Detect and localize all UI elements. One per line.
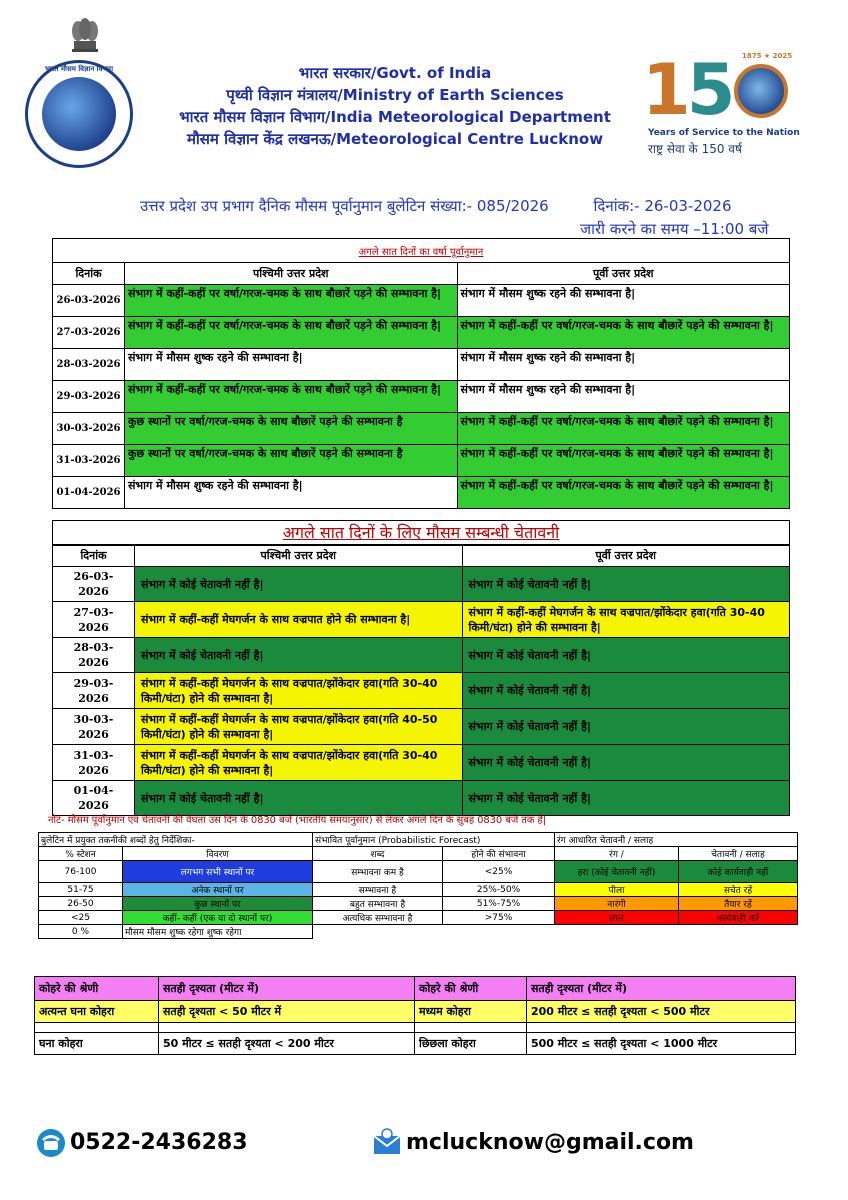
forecast-east: संभाग में कहीं-कहीं पर वर्षा/गरज-चमक के साथ बौछारें पड़ने की सम्भावना है| (457, 477, 790, 509)
table-row (35, 1001, 796, 1023)
forecast-col-date: दिनांक (53, 263, 125, 285)
forecast-east: संभाग में मौसम शुष्क रहने की सम्भावना है| (457, 285, 790, 317)
legend-rang: नारंगी (555, 897, 679, 911)
warning-west: संभाग में कहीं-कहीं मेघगर्जन के साथ वज्रपात/झोंकेदार हवा(गति 30-40 किमी/घंटा) होने की सम्भावना है| (135, 745, 463, 781)
legend-pct: 26-50 (39, 897, 123, 911)
warning-col-date: दिनांक (53, 545, 135, 567)
legend-table (38, 832, 798, 939)
legend-chance: 51%-75% (443, 897, 555, 911)
table-row (39, 911, 798, 925)
forecast-date: 26-03-2026 (53, 285, 125, 317)
phone-number: 0522-2436283 (70, 1130, 248, 1155)
email-icon (372, 1128, 402, 1158)
fog-col-category: कोहरे की श्रेणी (415, 977, 527, 1001)
globe-icon (42, 77, 116, 151)
table-row (35, 1033, 796, 1055)
table-row (53, 413, 790, 445)
issue-time: जारी करने का समय –11:00 बजे (580, 220, 769, 238)
legend-rang: हरा (कोई चेतावनी नहीं) (555, 861, 679, 883)
badge-tagline-hi: राष्ट्र सेवा के 150 वर्ष (648, 142, 742, 156)
forecast-date: 28-03-2026 (53, 349, 125, 381)
imd-logo-text: भारत मौसम विज्ञान विभाग (44, 65, 114, 73)
warning-col-east: पूर्वी उत्तर प्रदेश (462, 545, 790, 567)
table-row (53, 477, 790, 509)
forecast-west: संभाग में कहीं-कहीं पर वर्षा/गरज-चमक के साथ बौछारें पड़ने की सम्भावना है| (125, 285, 458, 317)
forecast-col-west: पश्चिमी उत्तर प्रदेश (125, 263, 458, 285)
warning-west: संभाग में कोई चेतावनी नहीं है| (135, 781, 463, 816)
table-row (53, 638, 790, 673)
legend-col-station: % स्टेशन (39, 847, 123, 861)
imd-logo (25, 60, 133, 168)
legend-color-heading: रंग आधारित चेतावनी / सलाह (555, 833, 798, 847)
table-row (53, 781, 790, 816)
warning-east: संभाग में कोई चेतावनी नहीं है| (462, 781, 790, 816)
forecast-west: कुछ स्थानों पर वर्षा/गरज-चमक के साथ बौछारें पड़ने की सम्भावना है (125, 413, 458, 445)
org-line-govt: भारत सरकार/Govt. of India (298, 64, 492, 82)
forecast-col-east: पूर्वी उत्तर प्रदेश (457, 263, 790, 285)
badge-tagline-en: Years of Service to the Nation (648, 128, 800, 138)
legend-rang: पीला (555, 883, 679, 897)
legend-advice: सचेत रहें (679, 883, 798, 897)
legend-col-rang: रंग / (555, 847, 679, 861)
fog-category: मध्यम कोहरा (415, 1001, 527, 1023)
fog-col-visibility: सतही दृश्यता (मीटर में) (159, 977, 415, 1001)
forecast-west: संभाग में कहीं-कहीं पर वर्षा/गरज-चमक के साथ बौछारें पड़ने की सम्भावना है| (125, 317, 458, 349)
email-address: mclucknow@gmail.com (406, 1130, 694, 1155)
table-row (53, 317, 790, 349)
badge-globe-icon (734, 64, 788, 118)
legend-chance: >75% (443, 911, 555, 925)
fog-visibility: 500 मीटर ≤ सतही दृश्यता < 1000 मीटर (527, 1033, 796, 1055)
warning-date: 28-03-2026 (53, 638, 135, 673)
forecast-east: संभाग में कहीं-कहीं पर वर्षा/गरज-चमक के साथ बौछारें पड़ने की सम्भावना है| (457, 445, 790, 477)
legend-pct: <25 (39, 911, 123, 925)
bulletin-date: दिनांक:- 26-03-2026 (593, 197, 732, 215)
fog-category-table (34, 976, 796, 1055)
bulletin-number: उत्तर प्रदेश उप प्रभाग दैनिक मौसम पूर्वानुमान बुलेटिन संख्या:- 085/2026 (140, 197, 549, 215)
warning-date: 01-04-2026 (53, 781, 135, 816)
fog-col-visibility: सतही दृश्यता (मीटर में) (527, 977, 796, 1001)
forecast-west: कुछ स्थानों पर वर्षा/गरज-चमक के साथ बौछारें पड़ने की सम्भावना है (125, 445, 458, 477)
forecast-west: संभाग में कहीं-कहीं पर वर्षा/गरज-चमक के साथ बौछारें पड़ने की सम्भावना है| (125, 381, 458, 413)
warning-col-west: पश्चिमी उत्तर प्रदेश (135, 545, 463, 567)
legend-word: सम्भावना कम है (313, 861, 443, 883)
legend-desc: लगभग सभी स्थानों पर (123, 861, 313, 883)
table-row (53, 567, 790, 602)
forecast-date: 31-03-2026 (53, 445, 125, 477)
legend-desc: मौसम मौसम शुष्क रहेगा शुष्क रहेगा (123, 925, 313, 939)
fog-visibility: 200 मीटर ≤ सतही दृश्यता < 500 मीटर (527, 1001, 796, 1023)
forecast-east: संभाग में मौसम शुष्क रहने की सम्भावना है| (457, 349, 790, 381)
phone-icon (36, 1128, 66, 1158)
fog-col-category: कोहरे की श्रेणी (35, 977, 159, 1001)
org-line-ministry: पृथ्वी विज्ञान मंत्रालय/Ministry of Earth Sciences (226, 86, 564, 104)
legend-prob-heading: संभावित पूर्वानुमान (Probabilistic Forecast) (313, 833, 555, 847)
contact-phone[interactable] (36, 1128, 248, 1168)
legend-advice: तैयार रहें (679, 897, 798, 911)
forecast-date: 29-03-2026 (53, 381, 125, 413)
warning-east: संभाग में कोई चेतावनी नहीं है| (462, 567, 790, 602)
legend-advice: कार्यवाही करें (679, 911, 798, 925)
org-line-imd: भारत मौसम विज्ञान विभाग/India Meteorological Department (179, 108, 611, 126)
legend-chance: 25%-50% (443, 883, 555, 897)
legend-col-word: शब्द (313, 847, 443, 861)
legend-word: बहुत सम्भावना है (313, 897, 443, 911)
warning-west: संभाग में कहीं-कहीं मेघगर्जन के साथ वज्रपात होने की सम्भावना है| (135, 602, 463, 638)
150-years-badge (638, 50, 798, 160)
legend-word: अत्यधिक सम्भावना है (313, 911, 443, 925)
table-row (39, 861, 798, 883)
fog-category: घना कोहरा (35, 1033, 159, 1055)
legend-pct: 51-75 (39, 883, 123, 897)
fog-visibility: 50 मीटर ≤ सतही दृश्यता < 200 मीटर (159, 1033, 415, 1055)
forecast-date: 30-03-2026 (53, 413, 125, 445)
legend-desc: कहीं- कहीं (एक या दो स्थानों पर) (123, 911, 313, 925)
legend-pct: 76-100 (39, 861, 123, 883)
forecast-caption: अगले सात दिनों का वर्षा पूर्वानुमान (53, 239, 790, 263)
fog-visibility: सतही दृश्यता < 50 मीटर में (159, 1001, 415, 1023)
badge-years: 1875 ★ 2025 (742, 52, 793, 60)
contact-email[interactable] (372, 1128, 694, 1168)
badge-number: 15 (642, 49, 732, 131)
forecast-west: संभाग में मौसम शुष्क रहने की सम्भावना है| (125, 349, 458, 381)
warning-west: संभाग में कोई चेतावनी नहीं है| (135, 567, 463, 602)
table-row (39, 883, 798, 897)
fog-category: छिछला कोहरा (415, 1033, 527, 1055)
legend-desc: अनेक स्थानों पर (123, 883, 313, 897)
table-row (53, 745, 790, 781)
legend-col-desc: विवरण (123, 847, 313, 861)
forecast-date: 27-03-2026 (53, 317, 125, 349)
org-line-centre: मौसम विज्ञान केंद्र लखनऊ/Meteorological Centre Lucknow (186, 130, 604, 148)
forecast-west: संभाग में मौसम शुष्क रहने की सम्भावना है| (125, 477, 458, 509)
legend-col-chance: होने की संभावना (443, 847, 555, 861)
warning-west: संभाग में कहीं-कहीं मेघगर्जन के साथ वज्रपात/झोंकेदार हवा(गति 40-50 किमी/घंटा) होने की सम्भावना है| (135, 709, 463, 745)
warning-west: संभाग में कहीं-कहीं मेघगर्जन के साथ वज्रपात/झोंकेदार हवा(गति 30-40 किमी/घंटा) होने की सम्भावना है| (135, 673, 463, 709)
organization-block (160, 62, 630, 150)
national-emblem-icon (60, 15, 110, 55)
warning-date: 26-03-2026 (53, 567, 135, 602)
weather-warning-table (52, 520, 790, 816)
rainfall-forecast-table (52, 238, 790, 509)
legend-guide-heading: बुलेटिन में प्रयुक्त तकनीकी शब्दों हेतु निर्देशिका- (39, 833, 313, 847)
legend-col-advice: चेतावनी / सलाह (679, 847, 798, 861)
legend-chance: <25% (443, 861, 555, 883)
warning-east: संभाग में कोई चेतावनी नहीं है| (462, 709, 790, 745)
warning-date: 29-03-2026 (53, 673, 135, 709)
warning-west: संभाग में कोई चेतावनी नहीं है| (135, 638, 463, 673)
legend-rang: लाल (555, 911, 679, 925)
warning-east: संभाग में कोई चेतावनी नहीं है| (462, 745, 790, 781)
forecast-east: संभाग में कहीं-कहीं पर वर्षा/गरज-चमक के साथ बौछारें पड़ने की सम्भावना है| (457, 317, 790, 349)
table-row (53, 381, 790, 413)
warning-east: संभाग में कहीं-कहीं मेघगर्जन के साथ वज्रपात/झोंकेदार हवा(गति 30-40 किमी/घंटा) होने की सम्भावना है| (462, 602, 790, 638)
table-row (39, 897, 798, 911)
table-row (39, 925, 798, 939)
warning-date: 27-03-2026 (53, 602, 135, 638)
validity-note: नोट- मौसम पूर्वानुमान एवं चेतावनी की वैधता उस दिन के 0830 बजे (भारतीय समयानुसार) से लेकर अगले दिन के सुबह 0830 बजे तक है| (48, 815, 546, 826)
warning-date: 30-03-2026 (53, 709, 135, 745)
legend-desc: कुछ स्थानों पर (123, 897, 313, 911)
warning-east: संभाग में कोई चेतावनी नहीं है| (462, 638, 790, 673)
table-row (53, 445, 790, 477)
legend-advice: कोई कार्यवाही नहीं (679, 861, 798, 883)
table-row (53, 602, 790, 638)
bulletin-title (140, 196, 790, 216)
forecast-date: 01-04-2026 (53, 477, 125, 509)
forecast-east: संभाग में मौसम शुष्क रहने की सम्भावना है| (457, 381, 790, 413)
warning-east: संभाग में कोई चेतावनी नहीं है| (462, 673, 790, 709)
warning-date: 31-03-2026 (53, 745, 135, 781)
table-row (53, 709, 790, 745)
table-row (53, 285, 790, 317)
forecast-east: संभाग में कहीं-कहीं पर वर्षा/गरज-चमक के साथ बौछारें पड़ने की सम्भावना है| (457, 413, 790, 445)
legend-pct: 0 % (39, 925, 123, 939)
warning-caption: अगले सात दिनों के लिए मौसम सम्बन्धी चेतावनी (53, 521, 790, 545)
table-row (53, 673, 790, 709)
legend-word: सम्भावना है (313, 883, 443, 897)
fog-category: अत्यन्त घना कोहरा (35, 1001, 159, 1023)
table-row (53, 349, 790, 381)
